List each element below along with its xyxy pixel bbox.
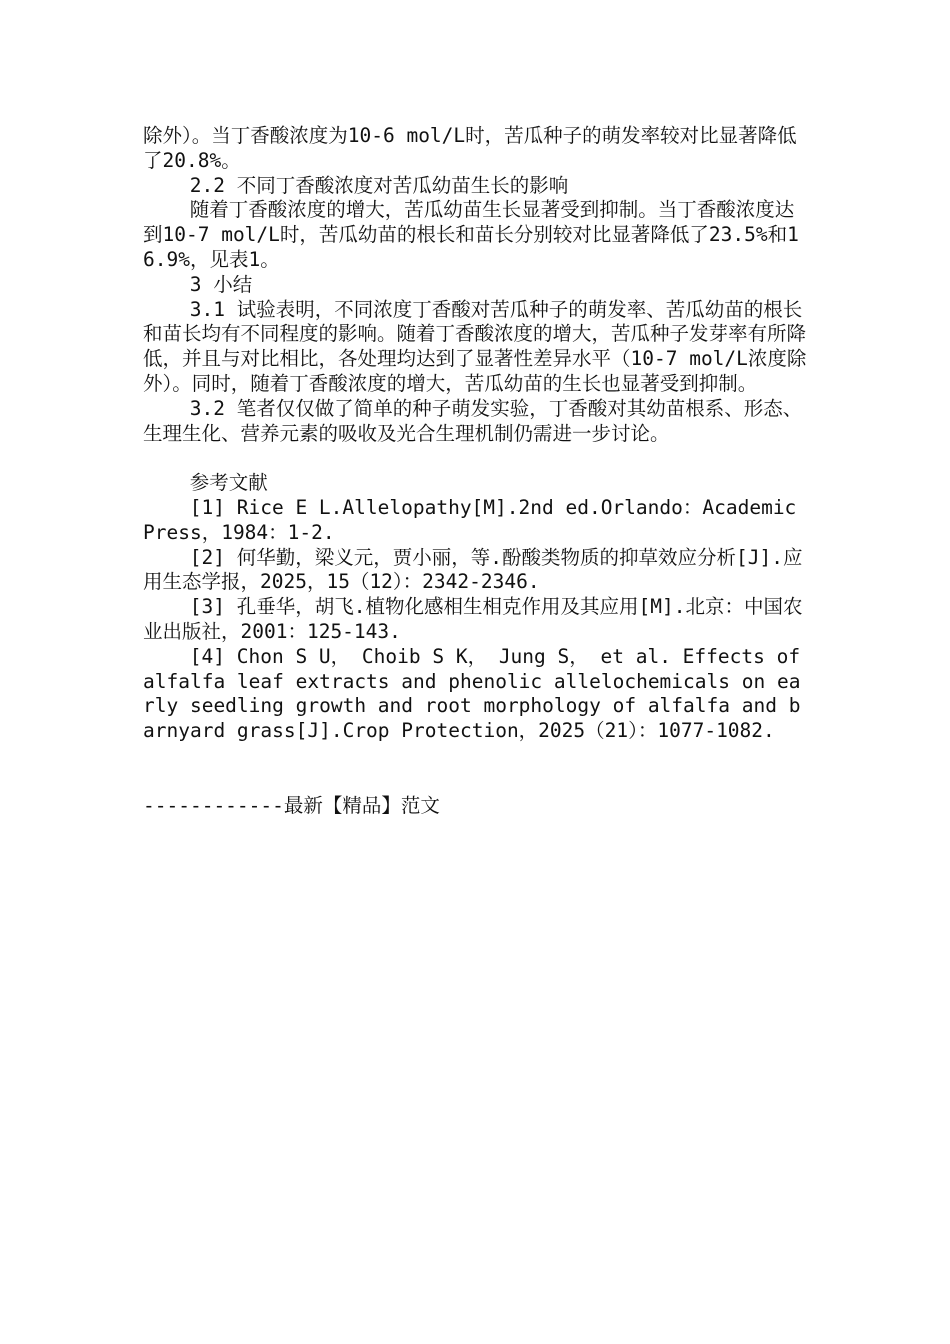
spacer (143, 446, 808, 471)
footer-text: ------------最新【精品】范文 (143, 793, 440, 817)
paragraph-summary-3-1: 3.1 试验表明，不同浓度丁香酸对苦瓜种子的萌发率、苦瓜幼苗的根长和苗长均有不同程度的影响。随着丁香酸浓度的增大，苦瓜种子发芽率有所降低，并且与对比相比，各处理均达到了显著性差异水平（10-7 mol/L浓度除外）。同时，随着丁香酸浓度的增大，苦瓜幼苗的生长也显著受到抑制。 (143, 297, 807, 395)
document-body (143, 124, 808, 819)
paragraph-seedling-growth: 随着丁香酸浓度的增大，苦瓜幼苗生长显著受到抑制。当丁香酸浓度达到10-7 mol/L时，苦瓜幼苗的根长和苗长分别较对比显著降低了23.5%和16.9%，见表1。 (143, 198, 799, 271)
section-heading-2-2: 2.2 不同丁香酸浓度对苦瓜幼苗生长的影响 (189, 173, 569, 197)
reference-item: [1] Rice E L.Allelopathy[M].2nd ed.Orlando：Academic Press，1984：1-2. (143, 495, 797, 544)
reference-item: [4] Chon S U， Choib S K， Jung S， et al. Effects of alfalfa leaf extracts and phenolic allelochemicals on early seedling growth and root morphology of alfalfa and barnyard grass[J].Crop Protection，2025（21）：1077-1082. (143, 644, 801, 743)
reference-item: [2] 何华勤，梁义元，贾小丽，等.酚酸类物质的抑草效应分析[J].应用生态学报，2025，15（12）：2342-2346. (143, 545, 803, 594)
references-heading: 参考文献 (189, 471, 268, 495)
spacer (143, 744, 808, 794)
paragraph-continuation: 除外）。当丁香酸浓度为10-6 mol/L时，苦瓜种子的萌发率较对比显著降低了20.8%。 (143, 124, 797, 172)
reference-item: [3] 孔垂华，胡飞.植物化感相生相克作用及其应用[M].北京：中国农业出版社，2001：125-143. (143, 595, 803, 643)
paragraph-summary-3-2: 3.2 笔者仅仅做了简单的种子萌发实验，丁香酸对其幼苗根系、形态、生理生化、营养元素的吸收及光合生理机制仍需进一步讨论。 (143, 396, 803, 445)
section-heading-3: 3 小结 (189, 272, 253, 296)
